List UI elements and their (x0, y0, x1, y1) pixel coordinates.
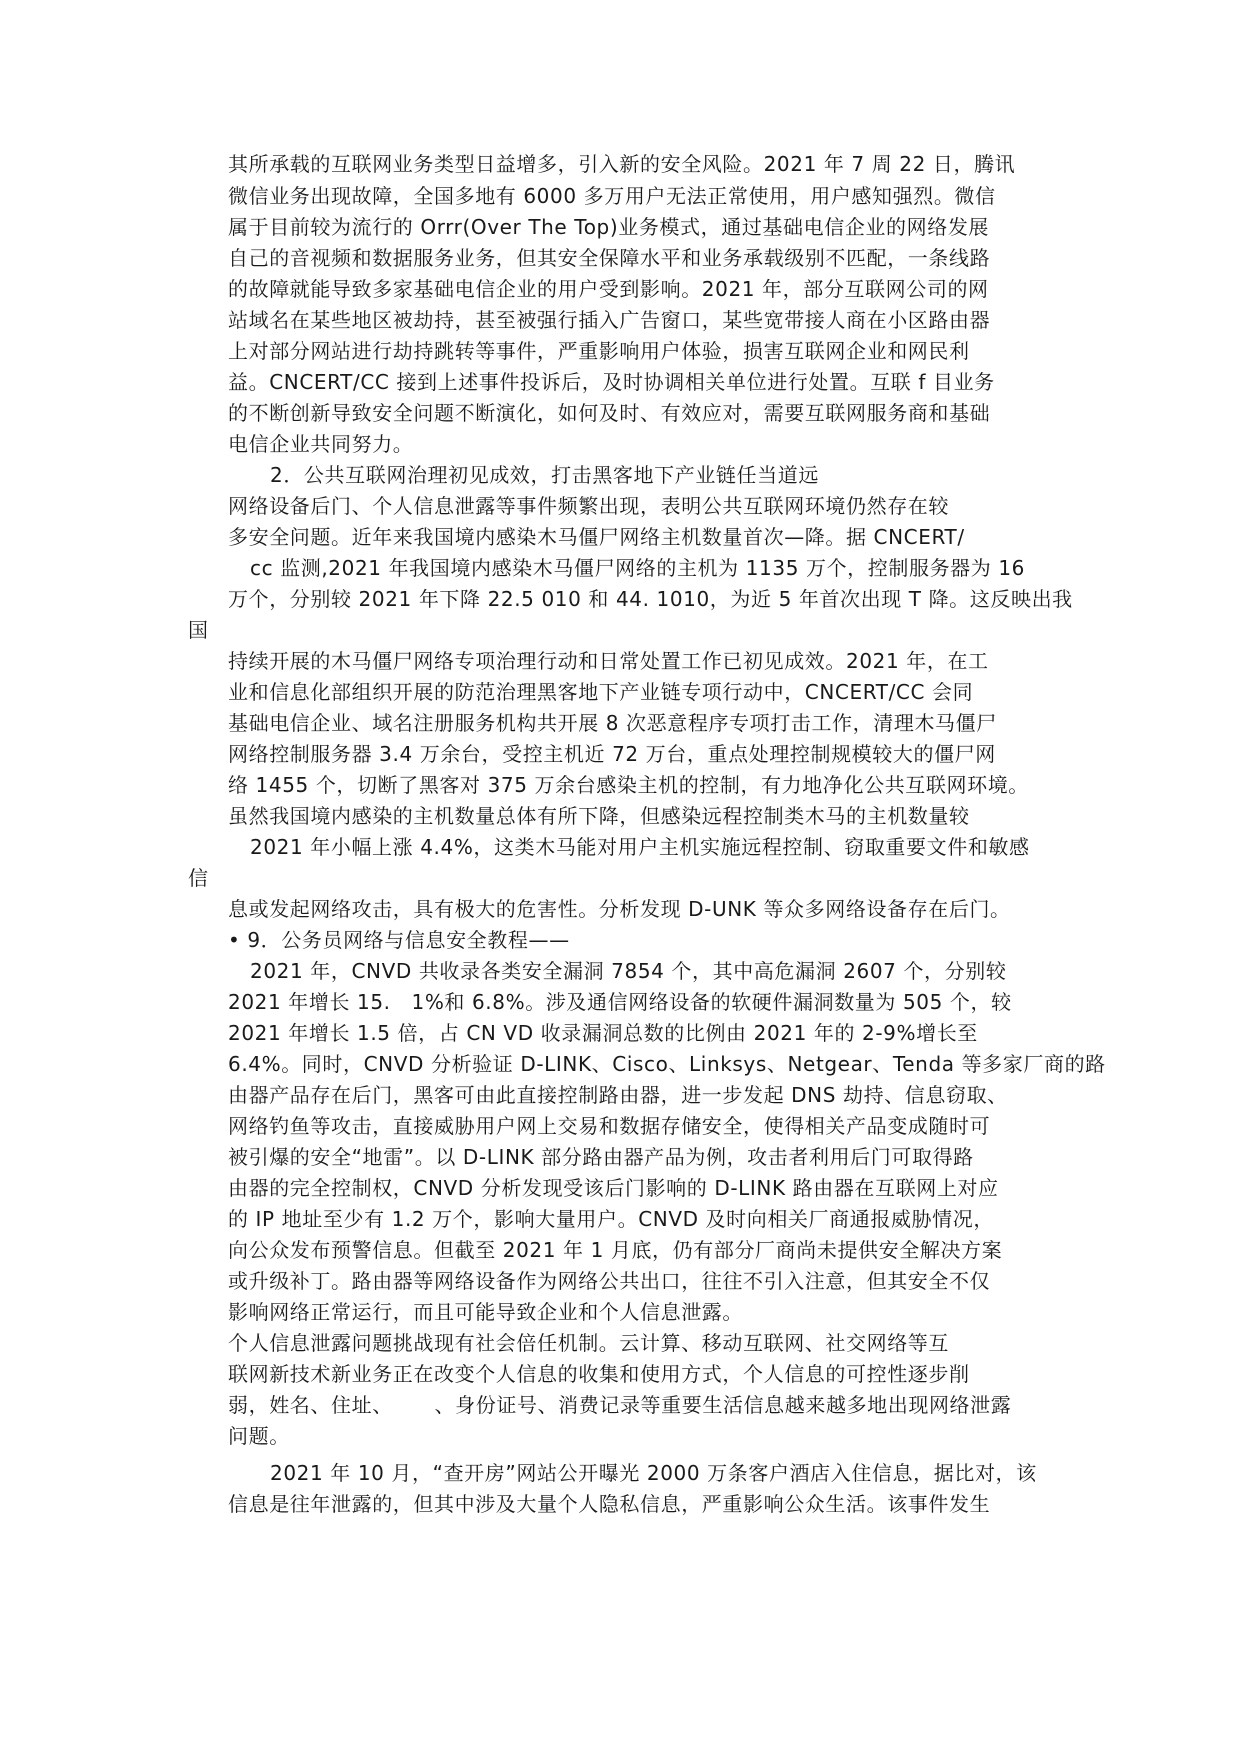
text-line: 万个，分别较 2021 年下降 22.5 010 和 44. 1010，为近 5 年首次出现 T 降。这反映出我 (228, 587, 1073, 611)
text-line: 的 IP 地址至少有 1.2 万个，影响大量用户。CNVD 及时向相关厂商通报威胁情况， (228, 1207, 994, 1231)
text-line: 由器的完全控制权，CNVD 分析发现受该后门影响的 D-LINK 路由器在互联网上对应 (228, 1176, 999, 1200)
text-line: 网络设备后门、个人信息泄露等事件频繁出现，表明公共互联网环境仍然存在较 (228, 494, 949, 518)
text-line: 络 1455 个，切断了黑客对 375 万余台感染主机的控制，有力地净化公共互联网环境。 (228, 773, 1029, 797)
text-line: 2021 年小幅上涨 4.4%，这类木马能对用户主机实施远程控制、窃取重要文件和敏感 (250, 835, 1030, 859)
text-line: 虽然我国境内感染的主机数量总体有所下降，但感染远程控制类木马的主机数量较 (228, 804, 970, 828)
text-line: 弱，姓名、住址、 、身份证号、消费记录等重要生活信息越来越多地出现网络泄露 (228, 1393, 1012, 1417)
text-line: 的故障就能导致多家基础电信企业的用户受到影响。2021 年，部分互联网公司的网 (228, 277, 989, 301)
text-line: 2021 年 10 月，“查开房”网站公开曝光 2000 万条客户酒店入住信息，据比对，该 (270, 1461, 1037, 1485)
text-line: 6.4%。同时，CNVD 分析验证 D-LINK、Cisco、Linksys、Netgear、Tenda 等多家厂商的路 (228, 1052, 1106, 1076)
text-line: 被引爆的安全“地雷”。以 D-LINK 部分路由器产品为例，攻击者利用后门可取得路 (228, 1145, 974, 1169)
text-line: 国 (188, 618, 209, 642)
text-line: 信息是往年泄露的，但其中涉及大量个人隐私信息，严重影响公众生活。该事件发生 (228, 1492, 991, 1516)
running-header: • 9．公务员网络与信息安全教程—— (228, 928, 570, 952)
text-line: 业和信息化部组织开展的防范治理黑客地下产业链专项行动中，CNCERT/CC 会同 (228, 680, 974, 704)
text-line: 问题。 (228, 1424, 290, 1448)
text-line: 基础电信企业、域名注册服务机构共开展 8 次恶意程序专项打击工作，清理木马僵尸 (228, 711, 997, 735)
text-line: 持续开展的木马僵尸网络专项治理行动和日常处置工作已初见成效。2021 年，在工 (228, 649, 989, 673)
text-line: 网络钓鱼等攻击，直接威胁用户网上交易和数据存储安全，使得相关产品变成随时可 (228, 1114, 991, 1138)
section-heading: 2．公共互联网治理初见成效，打击黑客地下产业链任当道远 (270, 463, 819, 487)
text-line: 向公众发布预警信息。但截至 2021 年 1 月底，仍有部分厂商尚未提供安全解决方案 (228, 1238, 1003, 1262)
text-line: 属于目前较为流行的 Orrr(Over The Top)业务模式，通过基础电信企业的网络发展 (228, 215, 990, 239)
text-line: 息或发起网络攻击，具有极大的危害性。分析发现 D-UNK 等众多网络设备存在后门。 (228, 897, 1011, 921)
text-line: 由器产品存在后门，黑客可由此直接控制路由器，进一步发起 DNS 劫持、信息窃取、 (228, 1083, 1008, 1107)
text-line: 的不断创新导致安全问题不断演化，如何及时、有效应对，需要互联网服务商和基础 (228, 401, 991, 425)
text-line: 或升级补丁。路由器等网络设备作为网络公共出口，往往不引入注意，但其安全不仅 (228, 1269, 991, 1293)
text-line: 微信业务出现故障，全国多地有 6000 多万用户无法正常使用，用户感知强烈。微信 (228, 184, 996, 208)
text-line: 自己的音视频和数据服务业务，但其安全保障水平和业务承载级别不匹配，一条线路 (228, 246, 991, 270)
text-line: cc 监测,2021 年我国境内感染木马僵尸网络的主机为 1135 万个，控制服务器为 16 (250, 556, 1025, 580)
text-line: 影响网络正常运行，而且可能导致企业和个人信息泄露。 (228, 1300, 743, 1324)
text-line: 其所承载的互联网业务类型日益增多，引入新的安全风险。2021 年 7 周 22 日，腾讯 (228, 152, 1016, 176)
text-line: 网络控制服务器 3.4 万余台，受控主机近 72 万台，重点处理控制规模较大的僵尸网 (228, 742, 996, 766)
text-line: 电信企业共同努力。 (228, 432, 414, 456)
text-line: 上对部分网站进行劫持跳转等事件，严重影响用户体验，损害互联网企业和网民利 (228, 339, 970, 363)
text-line: 个人信息泄露问题挑战现有社会倍任机制。云计算、移动互联网、社交网络等互 (228, 1331, 949, 1355)
text-line: 2021 年增长 15. 1%和 6.8%。涉及通信网络设备的软硬件漏洞数量为 505 个，较 (228, 990, 1012, 1014)
text-line: 益。CNCERT/CC 接到上述事件投诉后，及时协调相关单位进行处置。互联 f 目业务 (228, 370, 995, 394)
text-line: 多安全问题。近年来我国境内感染木马僵尸网络主机数量首次—降。据 CNCERT/ (228, 525, 965, 549)
text-line: 联网新技术新业务正在改变个人信息的收集和使用方式，个人信息的可控性逐步削 (228, 1362, 970, 1386)
text-line: 2021 年增长 1.5 倍，占 CN VD 收录漏洞总数的比例由 2021 年的 2-9%增长至 (228, 1021, 978, 1045)
text-line: 站域名在某些地区被劫持，甚至被强行插入广告窗口，某些宽带接人商在小区路由器 (228, 308, 991, 332)
text-line: 信 (188, 866, 209, 890)
text-line: 2021 年，CNVD 共收录各类安全漏洞 7854 个，其中高危漏洞 2607 个，分别较 (250, 959, 1007, 983)
